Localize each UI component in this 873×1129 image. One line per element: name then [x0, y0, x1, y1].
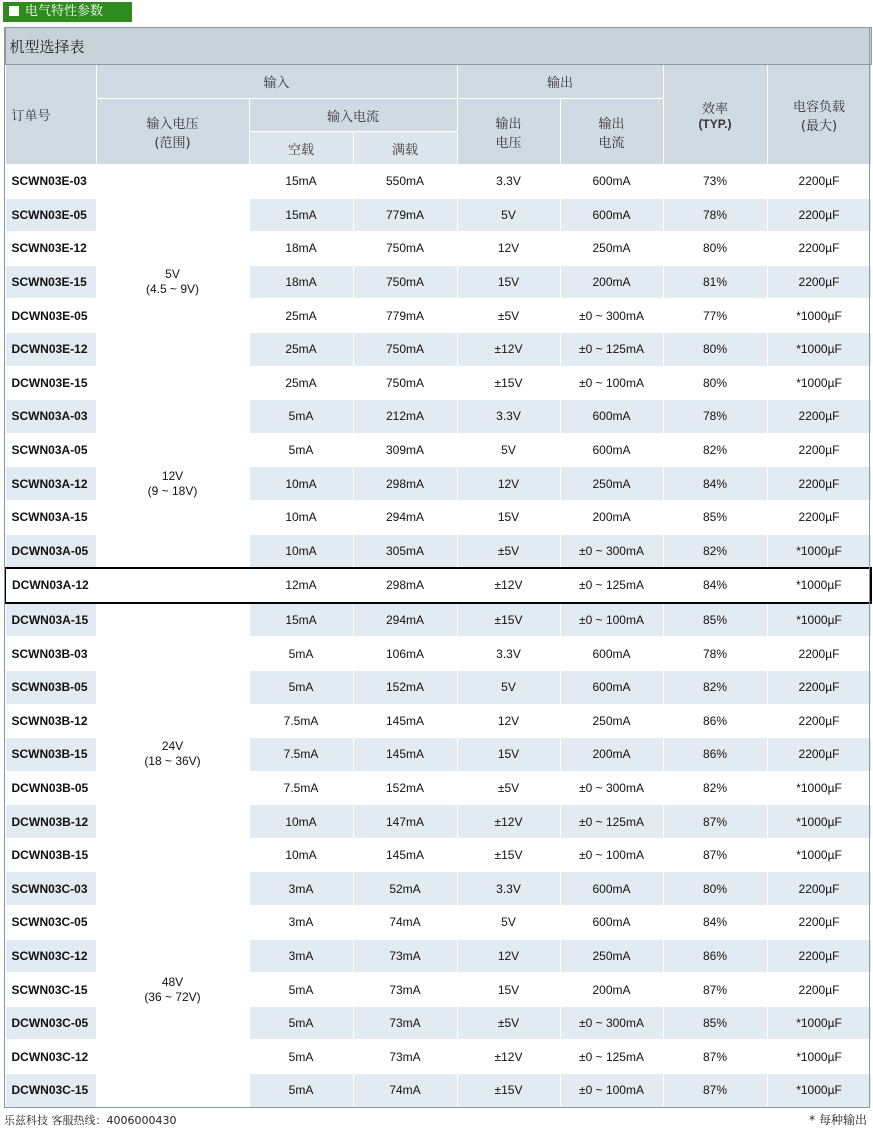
efficiency: 87%: [663, 805, 767, 839]
full-load-current: 73mA: [353, 939, 457, 973]
full-load-current: 309mA: [353, 433, 457, 467]
capacitive-load: 2200µF: [767, 400, 871, 434]
full-load-current: 750mA: [353, 332, 457, 366]
efficiency: 82%: [663, 433, 767, 467]
full-load-current: 73mA: [353, 973, 457, 1007]
footer-hotline: 乐兹科技 客服热线：4006000430: [4, 1114, 177, 1127]
output-current: ±0 ~ 300mA: [560, 299, 663, 333]
output-voltage: ±15V: [457, 1074, 560, 1108]
no-load-current: 15mA: [249, 198, 353, 232]
part-number: DCWN03A-05: [5, 534, 96, 568]
capacitive-load: 2200µF: [767, 670, 871, 704]
full-load-current: 750mA: [353, 366, 457, 400]
output-current: 600mA: [560, 433, 663, 467]
no-load-current: 5mA: [249, 1040, 353, 1074]
efficiency: 80%: [663, 332, 767, 366]
output-voltage: 15V: [457, 973, 560, 1007]
part-number: SCWN03B-15: [5, 738, 96, 772]
output-voltage: ±12V: [457, 332, 560, 366]
part-number: SCWN03A-12: [5, 467, 96, 501]
efficiency: 77%: [663, 299, 767, 333]
capacitive-load: 2200µF: [767, 637, 871, 671]
efficiency: 85%: [663, 603, 767, 637]
efficiency: 73%: [663, 165, 767, 199]
output-voltage: ±15V: [457, 603, 560, 637]
square-icon: [9, 6, 19, 16]
efficiency: 84%: [663, 467, 767, 501]
table-row: [5, 400, 871, 434]
input-voltage-cell: [96, 603, 249, 637]
header-output-voltage-l2: 电压: [495, 135, 522, 151]
input-voltage-cell: [96, 400, 249, 568]
capacitive-load: *1000µF: [767, 568, 871, 603]
output-voltage: 5V: [457, 670, 560, 704]
efficiency: 84%: [663, 568, 767, 603]
capacitive-load: *1000µF: [767, 603, 871, 637]
output-current: ±0 ~ 125mA: [560, 332, 663, 366]
input-voltage-cell: [96, 165, 249, 400]
efficiency: 87%: [663, 973, 767, 1007]
output-voltage: 3.3V: [457, 637, 560, 671]
no-load-current: 25mA: [249, 299, 353, 333]
part-number: SCWN03E-15: [5, 265, 96, 299]
output-voltage: ±5V: [457, 299, 560, 333]
no-load-current: 5mA: [249, 670, 353, 704]
header-efficiency-l1: 效率: [701, 102, 728, 117]
capacitive-load: *1000µF: [767, 299, 871, 333]
capacitive-load: 2200µF: [767, 165, 871, 199]
input-voltage-cell: [96, 637, 249, 872]
output-current: ±0 ~ 125mA: [560, 568, 663, 603]
output-voltage: ±15V: [457, 838, 560, 872]
output-voltage: 3.3V: [457, 165, 560, 199]
output-current: 250mA: [560, 232, 663, 266]
output-current: 600mA: [560, 400, 663, 434]
full-load-current: 212mA: [353, 400, 457, 434]
efficiency: 82%: [663, 771, 767, 805]
output-current: 600mA: [560, 670, 663, 704]
output-voltage: 3.3V: [457, 872, 560, 906]
part-number: SCWN03B-03: [5, 637, 96, 671]
input-voltage-cell: [96, 568, 249, 603]
no-load-current: 7.5mA: [249, 704, 353, 738]
full-load-current: 52mA: [353, 872, 457, 906]
table-row: [5, 568, 871, 603]
part-number: DCWN03C-12: [5, 1040, 96, 1074]
capacitive-load: *1000µF: [767, 534, 871, 568]
header-input-voltage-l1: 输入电压: [146, 116, 199, 132]
capacitive-load: *1000µF: [767, 1040, 871, 1074]
header-output-current-l1: 输出: [598, 116, 625, 132]
part-number: SCWN03C-15: [5, 973, 96, 1007]
no-load-current: 15mA: [249, 165, 353, 199]
output-voltage: 12V: [457, 939, 560, 973]
part-number: SCWN03E-12: [5, 232, 96, 266]
output-current: 200mA: [560, 500, 663, 534]
output-current: ±0 ~ 100mA: [560, 838, 663, 872]
header-efficiency: [663, 65, 767, 165]
full-load-current: 779mA: [353, 299, 457, 333]
no-load-current: 5mA: [249, 400, 353, 434]
capacitive-load: 2200µF: [767, 232, 871, 266]
no-load-current: 5mA: [249, 433, 353, 467]
full-load-current: 305mA: [353, 534, 457, 568]
capacitive-load: 2200µF: [767, 939, 871, 973]
part-number: DCWN03A-15: [5, 603, 96, 637]
output-voltage: ±15V: [457, 366, 560, 400]
output-voltage: ±12V: [457, 568, 560, 603]
capacitive-load: *1000µF: [767, 1006, 871, 1040]
capacitive-load: 2200µF: [767, 738, 871, 772]
efficiency: 80%: [663, 232, 767, 266]
part-number: DCWN03E-12: [5, 332, 96, 366]
full-load-current: 298mA: [353, 467, 457, 501]
part-number: SCWN03B-12: [5, 704, 96, 738]
capacitive-load: 2200µF: [767, 433, 871, 467]
full-load-current: 74mA: [353, 906, 457, 940]
no-load-current: 3mA: [249, 939, 353, 973]
header-output-voltage: [457, 99, 560, 165]
efficiency: 78%: [663, 637, 767, 671]
output-current: ±0 ~ 100mA: [560, 603, 663, 637]
output-current: ±0 ~ 300mA: [560, 534, 663, 568]
table-row: [5, 165, 871, 199]
output-voltage: ±5V: [457, 771, 560, 805]
output-current: 600mA: [560, 906, 663, 940]
capacitive-load: *1000µF: [767, 332, 871, 366]
output-current: ±0 ~ 100mA: [560, 366, 663, 400]
efficiency: 78%: [663, 400, 767, 434]
part-number: DCWN03B-15: [5, 838, 96, 872]
part-number: SCWN03B-05: [5, 670, 96, 704]
header-input-voltage-l2: (范围): [154, 135, 191, 151]
full-load-current: 298mA: [353, 568, 457, 603]
output-voltage: 5V: [457, 906, 560, 940]
part-number: SCWN03A-15: [5, 500, 96, 534]
full-load-current: 145mA: [353, 738, 457, 772]
full-load-current: 73mA: [353, 1040, 457, 1074]
capacitive-load: 2200µF: [767, 265, 871, 299]
part-number: DCWN03E-05: [5, 299, 96, 333]
no-load-current: 5mA: [249, 637, 353, 671]
part-number: DCWN03B-05: [5, 771, 96, 805]
model-selection-table: [4, 27, 872, 1108]
efficiency: 87%: [663, 1074, 767, 1108]
output-current: ±0 ~ 300mA: [560, 1006, 663, 1040]
header-cap-load-l1: 电容负载: [793, 99, 846, 115]
capacitive-load: 2200µF: [767, 500, 871, 534]
efficiency: 80%: [663, 872, 767, 906]
no-load-current: 10mA: [249, 500, 353, 534]
output-voltage: ±12V: [457, 1040, 560, 1074]
part-number: SCWN03A-03: [5, 400, 96, 434]
part-number: SCWN03E-05: [5, 198, 96, 232]
header-efficiency-l2: (TYP.): [698, 117, 732, 131]
efficiency: 87%: [663, 1040, 767, 1074]
header-full-load: 满载: [353, 132, 457, 165]
efficiency: 80%: [663, 366, 767, 400]
output-current: 250mA: [560, 467, 663, 501]
output-voltage: 15V: [457, 738, 560, 772]
output-voltage: 5V: [457, 198, 560, 232]
part-number: SCWN03C-03: [5, 872, 96, 906]
table-row: [5, 637, 871, 671]
full-load-current: 147mA: [353, 805, 457, 839]
full-load-current: 750mA: [353, 265, 457, 299]
output-current: ±0 ~ 100mA: [560, 1074, 663, 1108]
efficiency: 85%: [663, 500, 767, 534]
output-voltage: 5V: [457, 433, 560, 467]
no-load-current: 10mA: [249, 838, 353, 872]
efficiency: 82%: [663, 534, 767, 568]
capacitive-load: *1000µF: [767, 771, 871, 805]
efficiency: 86%: [663, 738, 767, 772]
part-number: SCWN03C-05: [5, 906, 96, 940]
output-voltage: 12V: [457, 232, 560, 266]
header-input-voltage: [96, 99, 249, 165]
full-load-current: 152mA: [353, 670, 457, 704]
capacitive-load: *1000µF: [767, 1074, 871, 1108]
no-load-current: 25mA: [249, 366, 353, 400]
efficiency: 78%: [663, 198, 767, 232]
header-output-voltage-l1: 输出: [495, 116, 522, 132]
full-load-current: 145mA: [353, 838, 457, 872]
capacitive-load: 2200µF: [767, 704, 871, 738]
full-load-current: 294mA: [353, 500, 457, 534]
output-voltage: 12V: [457, 704, 560, 738]
efficiency: 86%: [663, 704, 767, 738]
part-number: DCWN03A-12: [5, 568, 96, 603]
input-voltage-value: 5V: [165, 267, 180, 282]
full-load-current: 779mA: [353, 198, 457, 232]
capacitive-load: 2200µF: [767, 872, 871, 906]
header-order-no: 订单号: [5, 65, 96, 165]
no-load-current: 5mA: [249, 1074, 353, 1108]
capacitive-load: *1000µF: [767, 805, 871, 839]
output-current: 250mA: [560, 704, 663, 738]
input-voltage-range: (9 ~ 18V): [147, 483, 198, 498]
part-number: SCWN03E-03: [5, 165, 96, 199]
header-cap-load-l2: (最大): [800, 118, 838, 134]
capacitive-load: *1000µF: [767, 366, 871, 400]
header-output-current-l2: 电流: [598, 135, 625, 151]
input-voltage-range: (36 ~ 72V): [144, 989, 201, 1004]
header-input: 输入: [96, 65, 457, 99]
full-load-current: 294mA: [353, 603, 457, 637]
no-load-current: 25mA: [249, 332, 353, 366]
output-current: 600mA: [560, 637, 663, 671]
efficiency: 84%: [663, 906, 767, 940]
footer-note: * 每种输出: [809, 1113, 867, 1127]
capacitive-load: 2200µF: [767, 973, 871, 1007]
table-row: [5, 603, 871, 637]
part-number: DCWN03B-12: [5, 805, 96, 839]
capacitive-load: *1000µF: [767, 838, 871, 872]
no-load-current: 10mA: [249, 805, 353, 839]
no-load-current: 7.5mA: [249, 771, 353, 805]
efficiency: 87%: [663, 838, 767, 872]
full-load-current: 74mA: [353, 1074, 457, 1108]
output-current: 250mA: [560, 939, 663, 973]
output-current: 200mA: [560, 973, 663, 1007]
no-load-current: 10mA: [249, 534, 353, 568]
output-current: 600mA: [560, 198, 663, 232]
no-load-current: 3mA: [249, 872, 353, 906]
no-load-current: 5mA: [249, 973, 353, 1007]
input-voltage-range: (4.5 ~ 9V): [145, 282, 200, 297]
capacitive-load: 2200µF: [767, 467, 871, 501]
table-row: [5, 872, 871, 906]
no-load-current: 12mA: [249, 568, 353, 603]
output-current: ±0 ~ 125mA: [560, 1040, 663, 1074]
capacitive-load: 2200µF: [767, 198, 871, 232]
part-number: SCWN03A-05: [5, 433, 96, 467]
no-load-current: 15mA: [249, 603, 353, 637]
output-voltage: ±12V: [457, 805, 560, 839]
no-load-current: 10mA: [249, 467, 353, 501]
input-voltage-cell: [96, 872, 249, 1107]
part-number: DCWN03C-15: [5, 1074, 96, 1108]
efficiency: 81%: [663, 265, 767, 299]
part-number: DCWN03E-15: [5, 366, 96, 400]
table-title: 机型选择表: [5, 28, 871, 65]
no-load-current: 5mA: [249, 1006, 353, 1040]
output-current: 600mA: [560, 872, 663, 906]
output-current: 200mA: [560, 265, 663, 299]
no-load-current: 18mA: [249, 265, 353, 299]
full-load-current: 106mA: [353, 637, 457, 671]
efficiency: 86%: [663, 939, 767, 973]
full-load-current: 550mA: [353, 165, 457, 199]
input-voltage-value: 12V: [161, 468, 184, 483]
no-load-current: 3mA: [249, 906, 353, 940]
full-load-current: 152mA: [353, 771, 457, 805]
input-voltage-value: 48V: [161, 974, 184, 989]
header-no-load: 空载: [249, 132, 353, 165]
part-number: SCWN03C-12: [5, 939, 96, 973]
header-output-current: [560, 99, 663, 165]
capacitive-load: 2200µF: [767, 906, 871, 940]
output-current: 600mA: [560, 165, 663, 199]
no-load-current: 18mA: [249, 232, 353, 266]
output-voltage: ±5V: [457, 1006, 560, 1040]
output-voltage: 3.3V: [457, 400, 560, 434]
header-cap-load: [767, 65, 871, 165]
header-input-current: 输入电流: [249, 99, 457, 132]
full-load-current: 145mA: [353, 704, 457, 738]
section-tag: [3, 2, 132, 22]
header-output: 输出: [457, 65, 663, 99]
output-current: ±0 ~ 125mA: [560, 805, 663, 839]
section-tag-label: 电气特性参数: [25, 4, 104, 19]
output-voltage: 15V: [457, 500, 560, 534]
output-current: 200mA: [560, 738, 663, 772]
output-voltage: 12V: [457, 467, 560, 501]
output-voltage: 15V: [457, 265, 560, 299]
output-voltage: ±5V: [457, 534, 560, 568]
efficiency: 85%: [663, 1006, 767, 1040]
part-number: DCWN03C-05: [5, 1006, 96, 1040]
output-current: ±0 ~ 300mA: [560, 771, 663, 805]
efficiency: 82%: [663, 670, 767, 704]
input-voltage-value: 24V: [161, 739, 184, 754]
input-voltage-range: (18 ~ 36V): [144, 754, 201, 769]
full-load-current: 73mA: [353, 1006, 457, 1040]
no-load-current: 7.5mA: [249, 738, 353, 772]
full-load-current: 750mA: [353, 232, 457, 266]
